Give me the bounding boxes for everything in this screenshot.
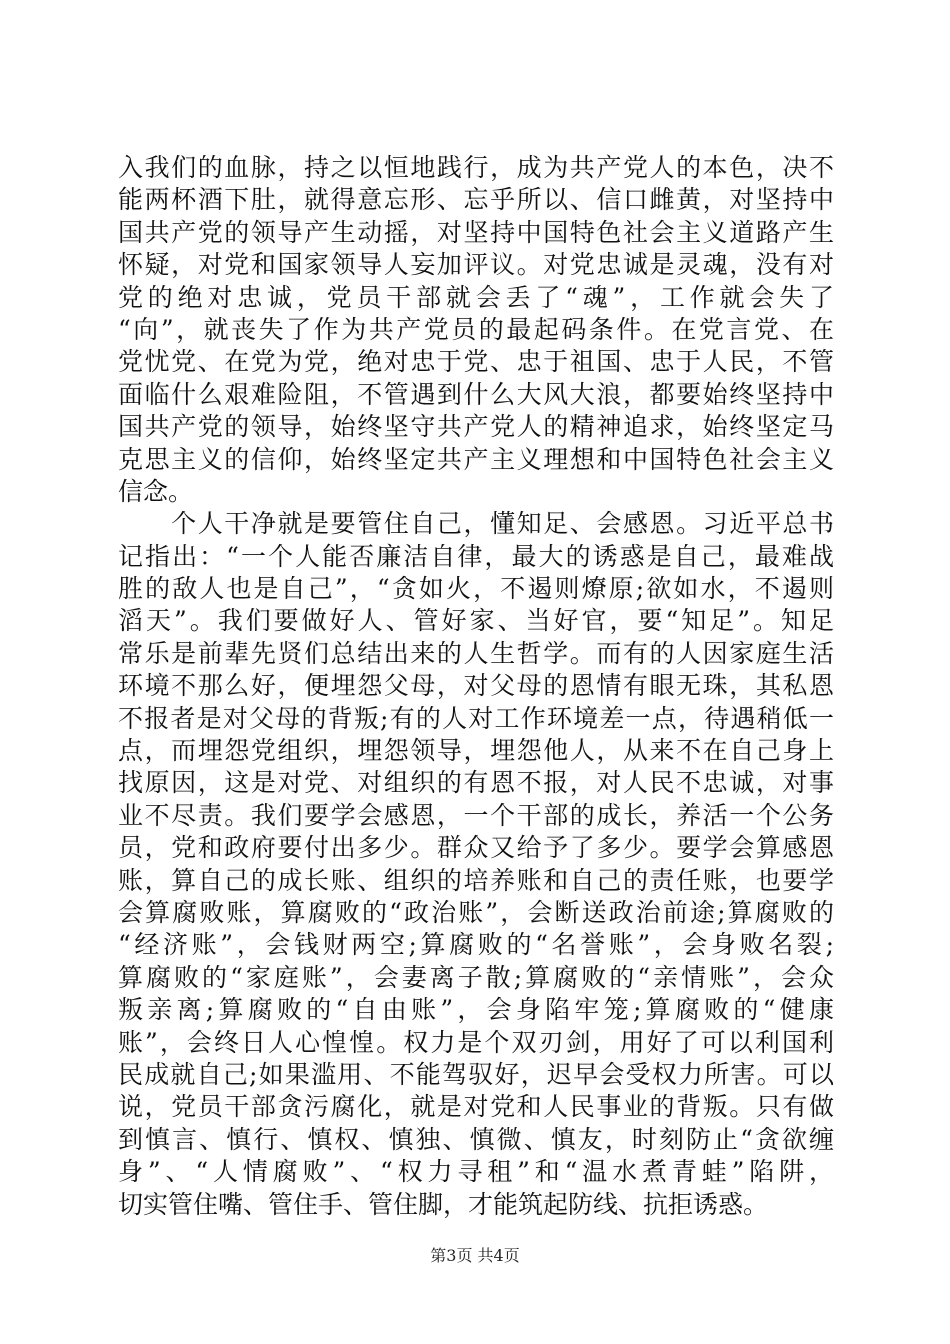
text-line: 叛亲离;算腐败的“自由账”，会身陷牢笼;算腐败的“健康 xyxy=(118,995,834,1025)
page-number: 第3页 共4页 xyxy=(430,1246,520,1265)
paragraph-start-line: 个人干净就是要管住自己，懂知足、会感恩。习近平总书 xyxy=(118,509,834,539)
text-line: 胜的敌人也是自己”，“贪如火，不遏则燎原;欲如水，不遏则 xyxy=(118,574,834,604)
text-line: 点，而埋怨党组织，埋怨领导，埋怨他人，从来不在自己身上 xyxy=(118,736,834,766)
text-line: 能两杯酒下肚，就得意忘形、忘乎所以、信口雌黄，对坚持中 xyxy=(118,185,834,215)
text-line: 到慎言、慎行、慎权、慎独、慎微、慎友，时刻防止“贪欲缠 xyxy=(118,1124,834,1154)
text-line: 会算腐败账，算腐败的“政治账”，会断送政治前途;算腐败的 xyxy=(118,897,834,927)
text-line: 党忧党、在党为党，绝对忠于党、忠于祖国、忠于人民，不管 xyxy=(118,347,834,377)
text-line: 环境不那么好，便埋怨父母，对父母的恩情有眼无珠，其私恩 xyxy=(118,671,834,701)
text-line: 身”、“人情腐败”、“权力寻租”和“温水煮青蛙”陷阱， xyxy=(118,1157,834,1187)
text-line: 民成就自己;如果滥用、不能驾驭好，迟早会受权力所害。可以 xyxy=(118,1059,834,1089)
text-line: 常乐是前辈先贤们总结出来的人生哲学。而有的人因家庭生活 xyxy=(118,638,834,668)
page-footer xyxy=(0,1243,950,1266)
text-line: 国共产党的领导产生动摇，对坚持中国特色社会主义道路产生 xyxy=(118,217,834,247)
body-text xyxy=(118,152,834,1221)
text-line: 面临什么艰难险阻，不管遇到什么大风大浪，都要始终坚持中 xyxy=(118,379,834,409)
text-line: “经济账”，会钱财两空;算腐败的“名誉账”，会身败名裂; xyxy=(118,930,834,960)
text-line: 不报者是对父母的背叛;有的人对工作环境差一点，待遇稍低一 xyxy=(118,703,834,733)
text-line: 怀疑，对党和国家领导人妄加评议。对党忠诚是灵魂，没有对 xyxy=(118,250,834,280)
text-line: 账，算自己的成长账、组织的培养账和自己的责任账，也要学 xyxy=(118,865,834,895)
text-line: 克思主义的信仰，始终坚定共产主义理想和中国特色社会主义 xyxy=(118,444,834,474)
text-line: 找原因，这是对党、对组织的有恩不报，对人民不忠诚，对事 xyxy=(118,768,834,798)
text-line: 员，党和政府要付出多少。群众又给予了多少。要学会算感恩 xyxy=(118,833,834,863)
text-line: 算腐败的“家庭账”，会妻离子散;算腐败的“亲情账”，会众 xyxy=(118,962,834,992)
text-line: 说，党员干部贪污腐化，就是对党和人民事业的背叛。只有做 xyxy=(118,1092,834,1122)
text-line: 业不尽责。我们要学会感恩，一个干部的成长，养活一个公务 xyxy=(118,800,834,830)
text-line: 记指出：“一个人能否廉洁自律，最大的诱惑是自己，最难战 xyxy=(118,541,834,571)
text-line: 入我们的血脉，持之以恒地践行，成为共产党人的本色，决不 xyxy=(118,153,834,182)
text-line: 国共产党的领导，始终坚守共产党人的精神追求，始终坚定马 xyxy=(118,412,834,442)
text-line: 滔天”。我们要做好人、管好家、当好官，要“知足”。知足 xyxy=(118,606,834,636)
text-line: “向”，就丧失了作为共产党员的最起码条件。在党言党、在 xyxy=(118,314,834,344)
text-line: 切实管住嘴、管住手、管住脚，才能筑起防线、抗拒诱惑。 xyxy=(118,1189,769,1219)
text-line: 党的绝对忠诚，党员干部就会丢了“魂”，工作就会失了 xyxy=(118,282,834,312)
text-line: 信念。 xyxy=(118,476,194,506)
text-line: 账”，会终日人心惶惶。权力是个双刃剑，用好了可以利国利 xyxy=(118,1027,834,1057)
